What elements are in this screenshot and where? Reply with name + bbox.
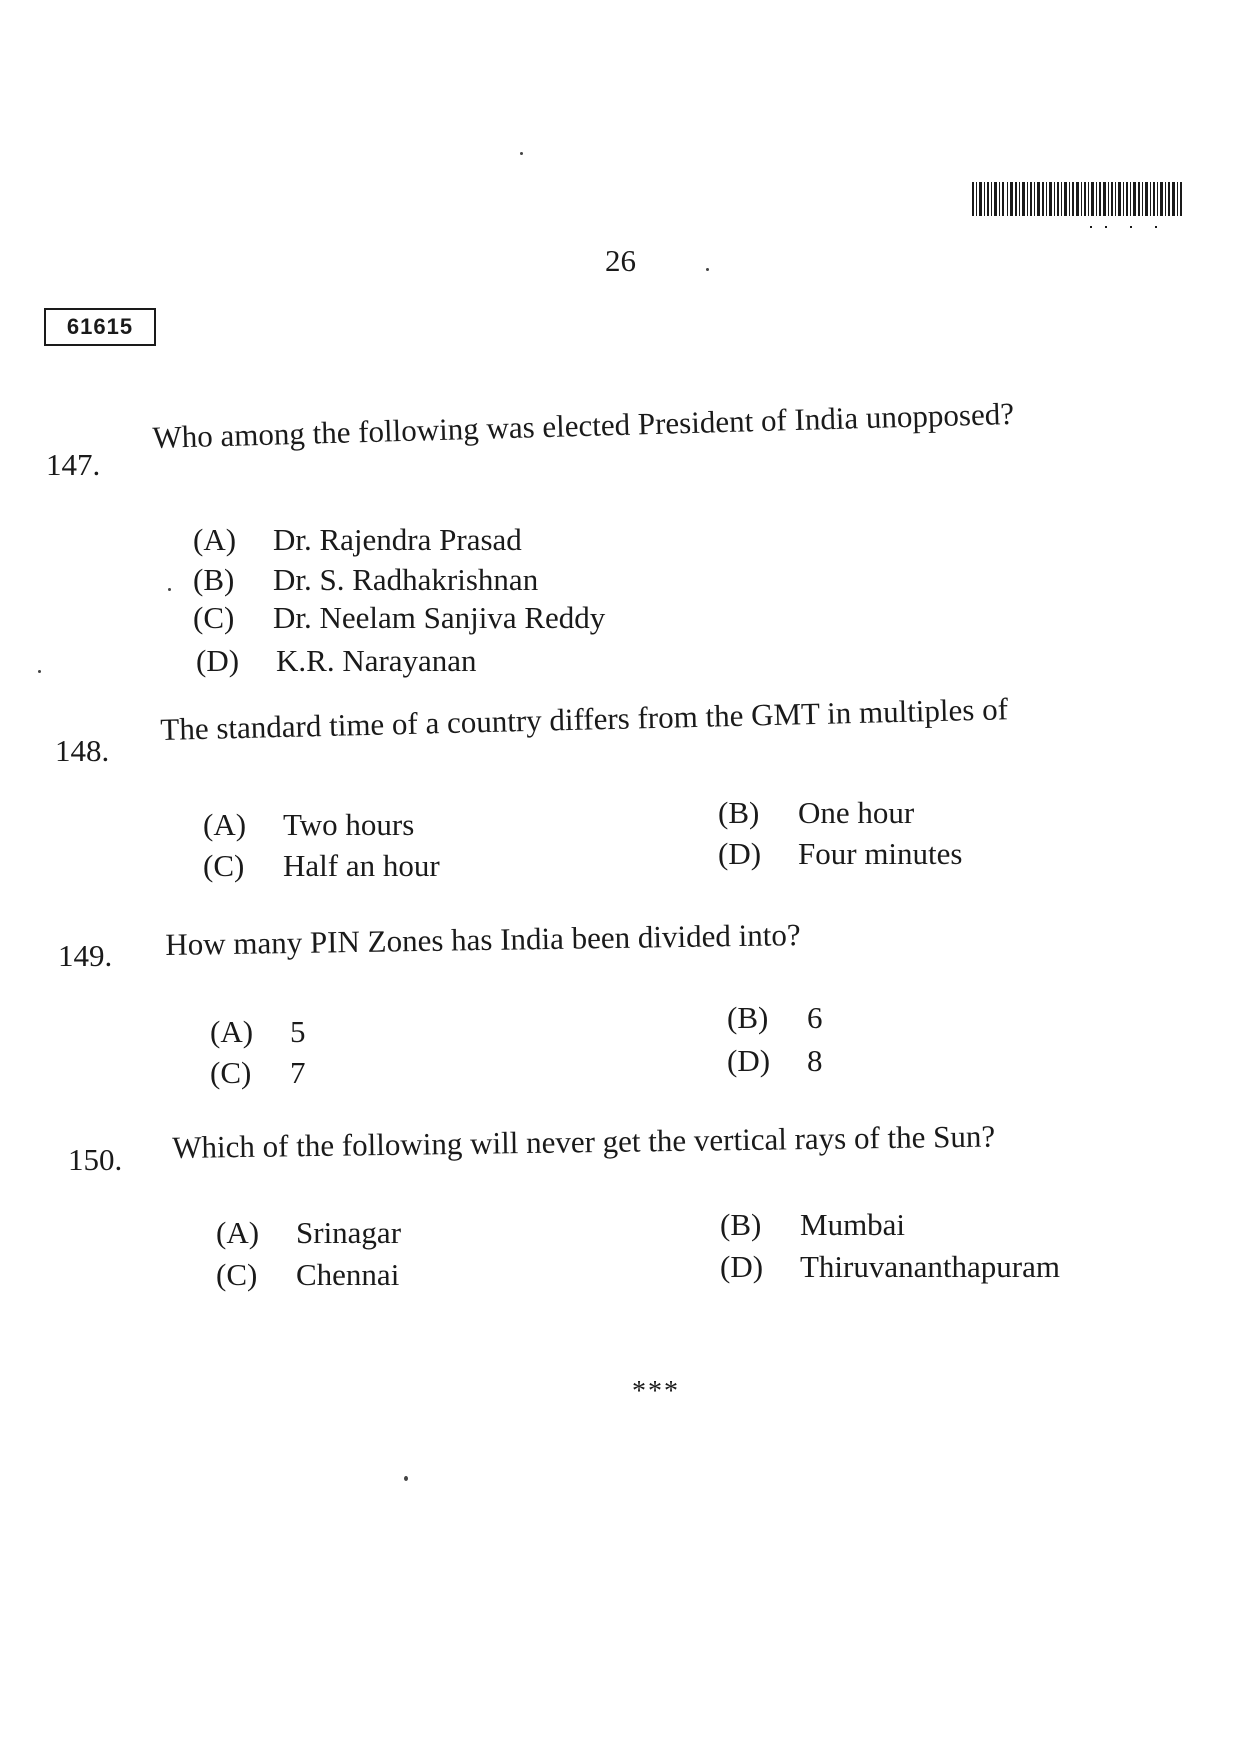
option-d xyxy=(718,836,962,872)
option-text: One hour xyxy=(798,795,915,830)
option-text: Two hours xyxy=(283,807,415,842)
barcode xyxy=(970,180,1185,232)
question-text: How many PIN Zones has India been divided into? xyxy=(165,917,801,962)
option-d xyxy=(720,1249,1060,1285)
page-number: 26 xyxy=(605,243,636,278)
option-text: K.R. Narayanan xyxy=(276,643,477,678)
question-text: The standard time of a country differs from the GMT in multiples of xyxy=(160,691,1009,747)
option-text: 8 xyxy=(807,1043,823,1078)
scan-speck xyxy=(520,152,523,155)
option-text: Chennai xyxy=(296,1257,400,1292)
option-a xyxy=(203,807,414,843)
option-c xyxy=(203,848,440,884)
option-text: Srinagar xyxy=(296,1215,402,1250)
option-b xyxy=(720,1207,905,1243)
option-label: (B) xyxy=(718,795,760,830)
question-number: 149. xyxy=(58,938,113,973)
question-text: Who among the following was elected President of India unopposed? xyxy=(152,395,1015,455)
paper-code: 61615 xyxy=(44,308,156,346)
option-label: (B) xyxy=(720,1207,762,1242)
option-a xyxy=(216,1215,401,1251)
scan-speck xyxy=(404,1476,408,1481)
scan-speck xyxy=(706,268,709,271)
option-text: 7 xyxy=(290,1055,306,1090)
scan-speck xyxy=(38,670,41,673)
end-mark: *** xyxy=(632,1376,680,1407)
option-label: (A) xyxy=(210,1014,254,1049)
option-label: (C) xyxy=(216,1257,258,1292)
option-d xyxy=(196,643,477,679)
option-text: Dr. Rajendra Prasad xyxy=(273,522,522,557)
option-text: Four minutes xyxy=(798,836,963,871)
option-text: Half an hour xyxy=(283,848,440,883)
option-label: (A) xyxy=(203,807,247,842)
question-number: 150. xyxy=(68,1142,123,1177)
option-text: Dr. S. Radhakrishnan xyxy=(273,562,539,597)
option-label: (B) xyxy=(727,1000,769,1035)
option-label: (C) xyxy=(210,1055,252,1090)
option-label: (B) xyxy=(193,562,235,597)
option-text: 6 xyxy=(807,1000,823,1035)
option-label: (A) xyxy=(216,1215,260,1250)
option-text: Dr. Neelam Sanjiva Reddy xyxy=(273,600,606,635)
scan-speck xyxy=(168,588,171,591)
question-text: Which of the following will never get the vertical rays of the Sun? xyxy=(172,1118,996,1165)
option-c xyxy=(216,1257,399,1293)
option-label: (D) xyxy=(727,1043,771,1078)
option-a xyxy=(210,1014,306,1050)
option-text: Thiruvananthapuram xyxy=(800,1249,1060,1284)
option-text: Mumbai xyxy=(800,1207,906,1242)
option-c xyxy=(210,1055,306,1091)
option-c xyxy=(193,600,605,636)
option-d xyxy=(727,1043,823,1079)
question-number: 148. xyxy=(55,733,110,768)
option-a xyxy=(193,522,522,558)
option-b xyxy=(718,795,914,831)
option-label: (D) xyxy=(196,643,240,678)
option-label: (C) xyxy=(203,848,245,883)
option-label: (A) xyxy=(193,522,237,557)
option-label: (D) xyxy=(718,836,762,871)
question-number: 147. xyxy=(46,447,101,482)
option-b xyxy=(727,1000,823,1036)
option-b xyxy=(193,562,538,598)
option-text: 5 xyxy=(290,1014,306,1049)
option-label: (C) xyxy=(193,600,235,635)
option-label: (D) xyxy=(720,1249,764,1284)
